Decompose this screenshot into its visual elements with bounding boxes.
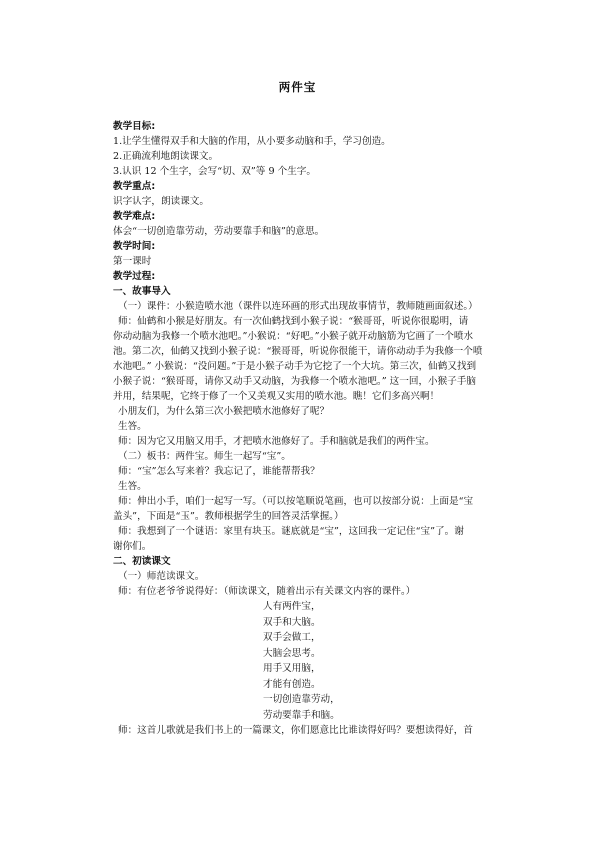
document-body [113, 119, 493, 738]
paragraph-line: 师：仙鹤和小猴是好朋友。有一次仙鹤找到小猴子说：“猴哥哥，听说你很聪明，请 [118, 316, 469, 327]
paragraph-line: 师：因为它又用脑又用手，才把喷水池修好了。手和脑就是我们的两件宝。 [118, 436, 435, 447]
paragraph-line: 师：“宝”怎么写来着？我忘记了，谁能帮帮我？ [118, 466, 320, 477]
paragraph-line: 小猴子说：“猴哥哥，请你又动手又动脑，为我修一个喷水池吧。” 这一回，小猴子手脑 [113, 376, 477, 387]
paragraph-line: 盖头”，下面是“玉”。教师根据学生的回答灵活掌握。） [113, 511, 344, 522]
paragraph-line: 生答。 [118, 481, 147, 492]
time-heading: 教学时间: [113, 241, 156, 252]
goal-item: 1.让学生懂得双手和大脑的作用，从小要多动脑和手，学习创造。 [113, 136, 391, 147]
paragraph-line: 水池吧。” 小猴说：“没问题。”于是小猴子动手为它挖了一个大坑。第三次，仙鹤又找到 [113, 361, 477, 372]
page-title: 两件宝 [278, 80, 317, 94]
paragraph-line: （一）师范读课文。 [118, 571, 205, 582]
focus-text: 识字认字，朗读课文。 [113, 196, 209, 207]
paragraph-line: 师：我想到了一个谜语：家里有块玉。谜底就是“宝”，这回我一定记住“宝”了。谢 [118, 526, 464, 537]
paragraph-line: 师：伸出小手，咱们一起写一写。（可以按笔顺说笔画，也可以按部分说：上面是“宝 [118, 496, 474, 507]
poem-line: 人有两件宝， [263, 601, 321, 612]
paragraph-line: 师：这首儿歌就是我们书上的一篇课文，你们愿意比比谁读得好吗？要想读得好，首 [118, 725, 473, 736]
poem-line: 一切创造靠劳动， [263, 694, 340, 705]
time-text: 第一课时 [113, 256, 152, 267]
difficulty-text: 体会“一切创造靠劳动，劳动要靠手和脑”的意思。 [113, 226, 325, 237]
paragraph-line: 池。第二次，仙鹤又找到小猴子说：“猴哥哥，听说你很能干，请你动动手为我修一个喷 [113, 346, 483, 357]
process-heading: 教学过程: [113, 271, 156, 282]
paragraph-line: 师：有位老爷爷说得好：（师读课文，随着出示有关课文内容的课件。） [118, 586, 416, 597]
poem-block [113, 599, 493, 723]
poem-line: 双手和大脑。 [263, 616, 321, 628]
paragraph-line: （一）课件：小猴造喷水池（课件以连环画的形式出现故事情节，教师随画面叙述。） [118, 301, 478, 312]
goal-item: 3.认识 12 个生字，会写“切、双”等 9 个生字。 [113, 166, 316, 177]
paragraph-line: 生答。 [118, 421, 147, 432]
poem-line: 双手会做工， [263, 632, 321, 643]
section-title: 一、故事导入 [113, 286, 171, 297]
poem-line: 大脑会思考。 [263, 647, 321, 659]
paragraph-line: 小朋友们，为什么第三次小猴把喷水池修好了呢？ [118, 406, 330, 417]
poem-line: 才能有创造。 [263, 678, 321, 690]
paragraph-line: 并用，结果呢，它终于修了一个又美观又实用的喷水池。瞧！它们多高兴啊！ [113, 391, 440, 402]
paragraph-line: （二）板书：两件宝。师生一起写“宝”。 [118, 451, 291, 462]
section-title: 二、初读课文 [113, 556, 171, 567]
paragraph-line: 你动动脑为我修一个喷水池吧。”小猴说：“好吧。”小猴子就开动脑筋为它画了一个喷水 [113, 331, 474, 342]
poem-line: 劳动要靠手和脑。 [263, 709, 340, 721]
goals-heading: 教学目标: [113, 121, 156, 132]
paragraph-line: 谢你们。 [113, 541, 152, 552]
focus-heading: 教学重点: [113, 181, 156, 192]
poem-line: 用手又用脑， [263, 663, 321, 674]
goal-item: 2.正确流利地朗读课文。 [113, 151, 219, 162]
difficulty-heading: 教学难点: [113, 211, 156, 222]
